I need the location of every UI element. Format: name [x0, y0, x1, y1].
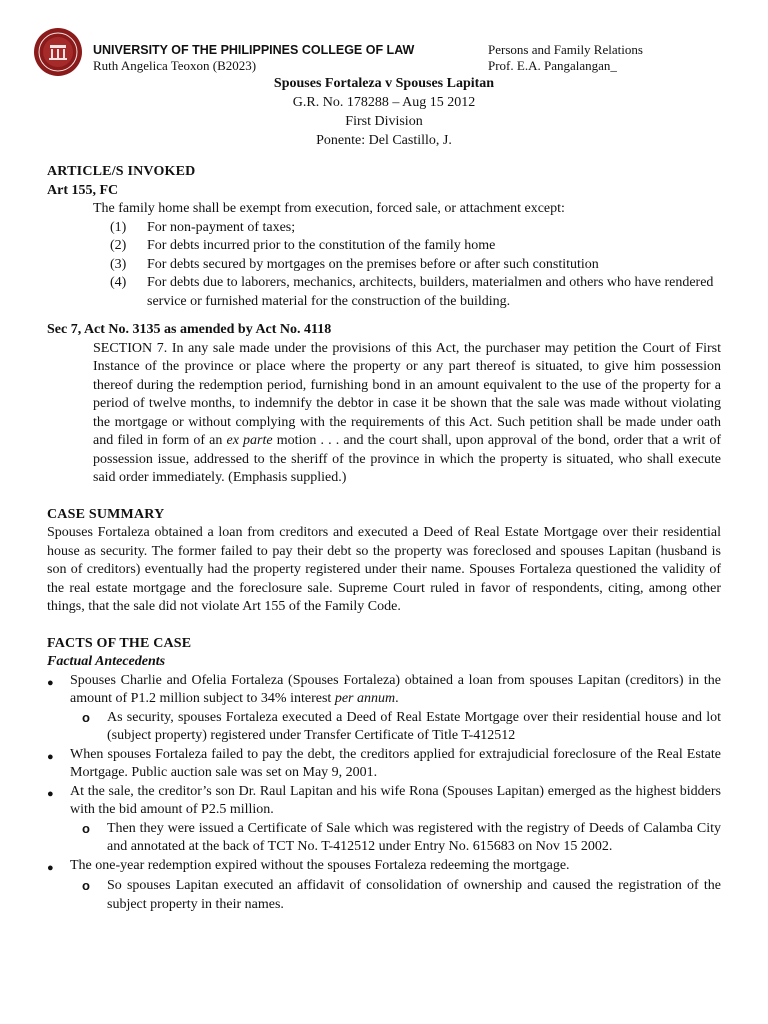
sec7-text-italic: ex parte	[226, 433, 273, 448]
case-ponente: Ponente: Del Castillo, J.	[316, 133, 452, 148]
list-item	[47, 783, 721, 820]
sub-bullet-icon: o	[82, 820, 90, 836]
art155-item	[110, 219, 721, 238]
art155-item	[110, 237, 721, 256]
fact-text: Then they were issued a Certificate of Sale which was registered with the registry of Deeds of Calamba City and annotated at the back of TCT No. T-412512 under Entry No. 615683 on Nov 15 2002.	[107, 820, 721, 854]
art155-item	[110, 274, 721, 311]
art155-item-number: (3)	[110, 256, 127, 272]
case-gr-number: G.R. No. 178288 – Aug 15 2012	[292, 95, 476, 110]
document-body	[47, 163, 721, 914]
art155-title: Art 155, FC	[47, 182, 119, 198]
bullet-icon: ●	[47, 676, 54, 689]
art155-item	[110, 256, 721, 275]
facts-subheading: Factual Antecedents	[47, 654, 166, 669]
art155-item-number: (2)	[110, 238, 127, 253]
fact-text: So spouses Lapitan executed an affidavit of consolidation of ownership and caused the registration of the subject property in their names.	[107, 878, 721, 912]
case-division: First Division	[345, 114, 423, 129]
facts-heading: FACTS OF THE CASE	[47, 635, 192, 651]
list-item	[47, 709, 721, 746]
fact-text: .	[395, 691, 399, 706]
art155-item-number: (4)	[110, 275, 127, 290]
list-item	[47, 820, 721, 857]
sec7-text-part: SECTION 7. In any sale made under the provisions of this Act, the purchaser may petition the Court of First Instance of the province or place where the property or any part thereof is situated, to give him possession thereof during the redemption period, furnishing bond in an amount equivalent to the use of the property for a period of twelve months, to indemnify the debtor in case it be shown that the sale was made without violating the mortgage or without complying with the requirements of this Act. Such petition shall be made under oath and filed in form of an	[93, 340, 721, 448]
header-left	[93, 42, 414, 74]
art155-item-text: For debts due to laborers, mechanics, architects, builders, materialmen and others who have rendered service or furnished material for the construction of the building.	[147, 275, 714, 309]
sec7-text	[93, 340, 721, 488]
art155-item-text: For debts secured by mortgages on the premises before or after such constitution	[147, 256, 599, 272]
header-right	[488, 42, 643, 74]
fact-text: When spouses Fortaleza failed to pay the debt, the creditors applied for extrajudicial foreclosure of the Real Estate Mortgage. Public auction sale was set on May 9, 2001.	[70, 746, 721, 780]
sec7-text-part: motion . . . and the court shall, upon approval of the bond, order that a writ of possession issue, addressed to the sheriff of the province in which the property is situated, who shall execute said order immediately. (Emphasis supplied.)	[93, 433, 721, 485]
case-title: Spouses Fortaleza v Spouses Lapitan	[273, 76, 495, 91]
fact-text: As security, spouses Fortaleza executed a Deed of Real Estate Mortgage over their residential house and lot (subject property) registered under Transfer Certificate of Title T-412512	[107, 709, 721, 743]
fact-text: At the sale, the creditor’s son Dr. Raul Lapitan and his wife Rona (Spouses Lapitan) emerged as the highest bidders with the bid amount of P2.5 million.	[70, 783, 721, 817]
art155-item-number: (1)	[110, 219, 127, 235]
list-item	[47, 672, 721, 709]
fact-text: The one-year redemption expired without the spouses Fortaleza redeeming the mortgage.	[70, 857, 570, 873]
course-name: Persons and Family Relations	[488, 42, 643, 57]
list-item	[47, 877, 721, 914]
sub-list-item	[82, 877, 721, 914]
university-name: UNIVERSITY OF THE PHILIPPINES COLLEGE OF LAW	[93, 43, 415, 57]
professor-name: Prof. E.A. Pangalangan_	[488, 58, 617, 73]
art155-list	[47, 219, 721, 312]
bullet-icon: ●	[47, 861, 54, 874]
fact-text: Spouses Charlie and Ofelia Fortaleza (Spouses Fortaleza) obtained a loan from spouses Lapitan (creditors) in the amount of P1.2 million subject to 34% interest	[70, 672, 721, 706]
art155-item-text: For non-payment of taxes;	[147, 219, 296, 235]
list-item	[47, 746, 721, 783]
author-name: Ruth Angelica Teoxon (B2023)	[93, 58, 257, 73]
university-seal-icon	[33, 27, 83, 77]
sub-list-item	[82, 709, 721, 746]
bullet-icon: ●	[47, 750, 54, 763]
fact-text-italic: per annum	[334, 691, 396, 706]
art155-intro: The family home shall be exempt from execution, forced sale, or attachment except:	[93, 201, 565, 216]
articles-heading: ARTICLE/S INVOKED	[47, 164, 196, 179]
facts-list	[47, 672, 721, 915]
case-title-block	[0, 74, 768, 150]
sec7-title: Sec 7, Act No. 3135 as amended by Act No. 4118	[47, 322, 332, 337]
summary-heading: CASE SUMMARY	[47, 506, 165, 522]
summary-text: Spouses Fortaleza obtained a loan from creditors and executed a Deed of Real Estate Mortgage over their residential house as security. The former failed to pay their debt so the property was foreclosed and spouses Lapitan (husband is son of creditors) eventually had the property registered under their name. Spouses Fortaleza questioned the validity of the real estate mortgage and the foreclosure sale. Supreme Court ruled in favor of respondents, citing, among other things, that the sale did not violate Art 155 of the Family Code.	[47, 525, 721, 614]
bullet-icon: ●	[47, 787, 54, 800]
sub-bullet-icon: o	[82, 878, 90, 893]
sub-list-item	[82, 820, 721, 857]
art155-item-text: For debts incurred prior to the constitution of the family home	[147, 238, 496, 253]
list-item	[47, 857, 721, 878]
sub-bullet-icon: o	[82, 709, 90, 725]
